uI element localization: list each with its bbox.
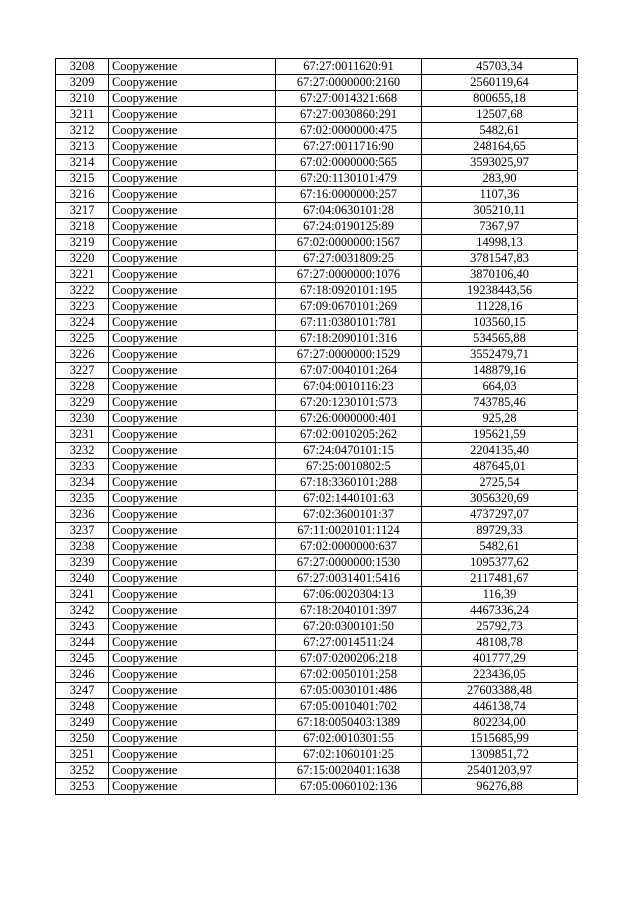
cadastral-number-cell: 67:07:0200206:218 bbox=[276, 651, 422, 667]
cadastral-value-cell: 248164,65 bbox=[422, 139, 578, 155]
object-type-cell: Сооружение bbox=[109, 315, 276, 331]
cadastral-value-cell: 1095377,62 bbox=[422, 555, 578, 571]
table-row bbox=[56, 507, 578, 523]
cadastral-value-cell: 446138,74 bbox=[422, 699, 578, 715]
cadastral-number-cell: 67:02:0000000:475 bbox=[276, 123, 422, 139]
cadastral-number-cell: 67:18:0050403:1389 bbox=[276, 715, 422, 731]
cadastral-value-cell: 25792,73 bbox=[422, 619, 578, 635]
object-type-cell: Сооружение bbox=[109, 251, 276, 267]
cadastral-value-cell: 2117481,67 bbox=[422, 571, 578, 587]
row-number-cell: 3242 bbox=[56, 603, 109, 619]
object-type-cell: Сооружение bbox=[109, 123, 276, 139]
row-number-cell: 3208 bbox=[56, 59, 109, 75]
table-row bbox=[56, 395, 578, 411]
row-number-cell: 3253 bbox=[56, 779, 109, 795]
cadastral-number-cell: 67:25:0010802:5 bbox=[276, 459, 422, 475]
cadastral-number-cell: 67:05:0060102:136 bbox=[276, 779, 422, 795]
object-type-cell: Сооружение bbox=[109, 491, 276, 507]
cadastral-number-cell: 67:27:0000000:2160 bbox=[276, 75, 422, 91]
cadastral-value-cell: 4467336,24 bbox=[422, 603, 578, 619]
table-row bbox=[56, 523, 578, 539]
cadastral-number-cell: 67:27:0000000:1530 bbox=[276, 555, 422, 571]
row-number-cell: 3210 bbox=[56, 91, 109, 107]
cadastral-number-cell: 67:02:0050101:258 bbox=[276, 667, 422, 683]
cadastral-number-cell: 67:18:3360101:288 bbox=[276, 475, 422, 491]
table-row bbox=[56, 299, 578, 315]
cadastral-value-cell: 25401203,97 bbox=[422, 763, 578, 779]
row-number-cell: 3248 bbox=[56, 699, 109, 715]
row-number-cell: 3239 bbox=[56, 555, 109, 571]
cadastral-value-cell: 2725,54 bbox=[422, 475, 578, 491]
cadastral-number-cell: 67:02:0010205:262 bbox=[276, 427, 422, 443]
object-type-cell: Сооружение bbox=[109, 667, 276, 683]
table-row bbox=[56, 491, 578, 507]
object-type-cell: Сооружение bbox=[109, 203, 276, 219]
row-number-cell: 3244 bbox=[56, 635, 109, 651]
cadastral-number-cell: 67:27:0014321:668 bbox=[276, 91, 422, 107]
cadastral-value-cell: 14998,13 bbox=[422, 235, 578, 251]
cadastral-number-cell: 67:27:0011620:91 bbox=[276, 59, 422, 75]
cadastral-value-cell: 48108,78 bbox=[422, 635, 578, 651]
table-row bbox=[56, 651, 578, 667]
table-row bbox=[56, 683, 578, 699]
table-row bbox=[56, 427, 578, 443]
table-row bbox=[56, 123, 578, 139]
row-number-cell: 3215 bbox=[56, 171, 109, 187]
table-row bbox=[56, 203, 578, 219]
cadastral-number-cell: 67:20:1130101:479 bbox=[276, 171, 422, 187]
cadastral-number-cell: 67:11:0020101:1124 bbox=[276, 523, 422, 539]
cadastral-number-cell: 67:18:0920101:195 bbox=[276, 283, 422, 299]
table-row bbox=[56, 155, 578, 171]
table-row bbox=[56, 571, 578, 587]
cadastral-number-cell: 67:09:0670101:269 bbox=[276, 299, 422, 315]
row-number-cell: 3243 bbox=[56, 619, 109, 635]
table-row bbox=[56, 587, 578, 603]
object-type-cell: Сооружение bbox=[109, 507, 276, 523]
object-type-cell: Сооружение bbox=[109, 603, 276, 619]
cadastral-value-cell: 534565,88 bbox=[422, 331, 578, 347]
table-row bbox=[56, 251, 578, 267]
object-type-cell: Сооружение bbox=[109, 139, 276, 155]
cadastral-number-cell: 67:06:0020304:13 bbox=[276, 587, 422, 603]
cadastral-number-cell: 67:02:3600101:37 bbox=[276, 507, 422, 523]
cadastral-value-cell: 89729,33 bbox=[422, 523, 578, 539]
table-row bbox=[56, 667, 578, 683]
object-type-cell: Сооружение bbox=[109, 587, 276, 603]
cadastral-value-cell: 148879,16 bbox=[422, 363, 578, 379]
cadastral-value-cell: 305210,11 bbox=[422, 203, 578, 219]
cadastral-value-cell: 19238443,56 bbox=[422, 283, 578, 299]
row-number-cell: 3237 bbox=[56, 523, 109, 539]
row-number-cell: 3225 bbox=[56, 331, 109, 347]
table-row bbox=[56, 219, 578, 235]
object-type-cell: Сооружение bbox=[109, 283, 276, 299]
cadastral-number-cell: 67:02:1440101:63 bbox=[276, 491, 422, 507]
table-row bbox=[56, 59, 578, 75]
cadastral-value-cell: 3552479,71 bbox=[422, 347, 578, 363]
row-number-cell: 3234 bbox=[56, 475, 109, 491]
table-row bbox=[56, 443, 578, 459]
table-row bbox=[56, 187, 578, 203]
cadastral-number-cell: 67:04:0010116:23 bbox=[276, 379, 422, 395]
object-type-cell: Сооружение bbox=[109, 523, 276, 539]
row-number-cell: 3249 bbox=[56, 715, 109, 731]
cadastral-number-cell: 67:24:0190125:89 bbox=[276, 219, 422, 235]
cadastral-value-cell: 3870106,40 bbox=[422, 267, 578, 283]
object-type-cell: Сооружение bbox=[109, 619, 276, 635]
row-number-cell: 3233 bbox=[56, 459, 109, 475]
object-type-cell: Сооружение bbox=[109, 747, 276, 763]
cadastral-number-cell: 67:02:1060101:25 bbox=[276, 747, 422, 763]
cadastral-value-cell: 4737297,07 bbox=[422, 507, 578, 523]
row-number-cell: 3217 bbox=[56, 203, 109, 219]
object-type-cell: Сооружение bbox=[109, 411, 276, 427]
object-type-cell: Сооружение bbox=[109, 779, 276, 795]
object-type-cell: Сооружение bbox=[109, 443, 276, 459]
object-type-cell: Сооружение bbox=[109, 651, 276, 667]
row-number-cell: 3245 bbox=[56, 651, 109, 667]
cadastral-number-cell: 67:20:0300101:50 bbox=[276, 619, 422, 635]
table-row bbox=[56, 139, 578, 155]
table-row bbox=[56, 91, 578, 107]
row-number-cell: 3223 bbox=[56, 299, 109, 315]
cadastral-value-cell: 3593025,97 bbox=[422, 155, 578, 171]
cadastral-number-cell: 67:02:0000000:637 bbox=[276, 539, 422, 555]
object-type-cell: Сооружение bbox=[109, 715, 276, 731]
object-type-cell: Сооружение bbox=[109, 539, 276, 555]
cadastral-value-cell: 1515685,99 bbox=[422, 731, 578, 747]
table-body bbox=[56, 59, 578, 795]
row-number-cell: 3247 bbox=[56, 683, 109, 699]
row-number-cell: 3252 bbox=[56, 763, 109, 779]
object-type-cell: Сооружение bbox=[109, 347, 276, 363]
object-type-cell: Сооружение bbox=[109, 363, 276, 379]
row-number-cell: 3250 bbox=[56, 731, 109, 747]
object-type-cell: Сооружение bbox=[109, 171, 276, 187]
cadastral-value-cell: 195621,59 bbox=[422, 427, 578, 443]
object-type-cell: Сооружение bbox=[109, 331, 276, 347]
object-type-cell: Сооружение bbox=[109, 267, 276, 283]
cadastral-value-cell: 800655,18 bbox=[422, 91, 578, 107]
cadastral-value-cell: 1107,36 bbox=[422, 187, 578, 203]
row-number-cell: 3219 bbox=[56, 235, 109, 251]
row-number-cell: 3231 bbox=[56, 427, 109, 443]
cadastral-number-cell: 67:27:0011716:90 bbox=[276, 139, 422, 155]
cadastral-number-cell: 67:27:0014511:24 bbox=[276, 635, 422, 651]
cadastral-value-cell: 283,90 bbox=[422, 171, 578, 187]
cadastral-number-cell: 67:05:0010401:702 bbox=[276, 699, 422, 715]
object-type-cell: Сооружение bbox=[109, 379, 276, 395]
object-type-cell: Сооружение bbox=[109, 635, 276, 651]
row-number-cell: 3230 bbox=[56, 411, 109, 427]
cadastral-value-cell: 96276,88 bbox=[422, 779, 578, 795]
cadastral-value-cell: 7367,97 bbox=[422, 219, 578, 235]
row-number-cell: 3213 bbox=[56, 139, 109, 155]
table-row bbox=[56, 363, 578, 379]
object-type-cell: Сооружение bbox=[109, 59, 276, 75]
cadastral-value-cell: 487645,01 bbox=[422, 459, 578, 475]
cadastral-number-cell: 67:27:0030860:291 bbox=[276, 107, 422, 123]
cadastral-number-cell: 67:20:1230101:573 bbox=[276, 395, 422, 411]
table-row bbox=[56, 731, 578, 747]
object-type-cell: Сооружение bbox=[109, 155, 276, 171]
table-row bbox=[56, 747, 578, 763]
cadastral-value-cell: 664,03 bbox=[422, 379, 578, 395]
object-type-cell: Сооружение bbox=[109, 763, 276, 779]
cadastral-value-cell: 223436,05 bbox=[422, 667, 578, 683]
row-number-cell: 3218 bbox=[56, 219, 109, 235]
cadastral-number-cell: 67:02:0000000:1567 bbox=[276, 235, 422, 251]
object-type-cell: Сооружение bbox=[109, 299, 276, 315]
table-row bbox=[56, 619, 578, 635]
row-number-cell: 3238 bbox=[56, 539, 109, 555]
cadastral-value-cell: 401777,29 bbox=[422, 651, 578, 667]
row-number-cell: 3235 bbox=[56, 491, 109, 507]
cadastral-number-cell: 67:18:2040101:397 bbox=[276, 603, 422, 619]
table-row bbox=[56, 555, 578, 571]
object-type-cell: Сооружение bbox=[109, 699, 276, 715]
cadastral-number-cell: 67:02:0010301:55 bbox=[276, 731, 422, 747]
object-type-cell: Сооружение bbox=[109, 235, 276, 251]
row-number-cell: 3236 bbox=[56, 507, 109, 523]
row-number-cell: 3224 bbox=[56, 315, 109, 331]
cadastral-value-cell: 802234,00 bbox=[422, 715, 578, 731]
cadastral-value-table bbox=[55, 58, 578, 795]
cadastral-value-cell: 2560119,64 bbox=[422, 75, 578, 91]
row-number-cell: 3251 bbox=[56, 747, 109, 763]
table-row bbox=[56, 267, 578, 283]
row-number-cell: 3222 bbox=[56, 283, 109, 299]
table-row bbox=[56, 331, 578, 347]
table-row bbox=[56, 107, 578, 123]
cadastral-value-cell: 12507,68 bbox=[422, 107, 578, 123]
cadastral-value-cell: 45703,34 bbox=[422, 59, 578, 75]
row-number-cell: 3221 bbox=[56, 267, 109, 283]
object-type-cell: Сооружение bbox=[109, 555, 276, 571]
object-type-cell: Сооружение bbox=[109, 395, 276, 411]
object-type-cell: Сооружение bbox=[109, 427, 276, 443]
cadastral-number-cell: 67:04:0630101:28 bbox=[276, 203, 422, 219]
row-number-cell: 3241 bbox=[56, 587, 109, 603]
table-row bbox=[56, 475, 578, 491]
row-number-cell: 3227 bbox=[56, 363, 109, 379]
cadastral-number-cell: 67:15:0020401:1638 bbox=[276, 763, 422, 779]
cadastral-number-cell: 67:27:0031401:5416 bbox=[276, 571, 422, 587]
table-row bbox=[56, 603, 578, 619]
row-number-cell: 3228 bbox=[56, 379, 109, 395]
object-type-cell: Сооружение bbox=[109, 731, 276, 747]
row-number-cell: 3232 bbox=[56, 443, 109, 459]
row-number-cell: 3212 bbox=[56, 123, 109, 139]
cadastral-number-cell: 67:05:0030101:486 bbox=[276, 683, 422, 699]
cadastral-number-cell: 67:18:2090101:316 bbox=[276, 331, 422, 347]
cadastral-value-cell: 27603388,48 bbox=[422, 683, 578, 699]
table-row bbox=[56, 171, 578, 187]
object-type-cell: Сооружение bbox=[109, 683, 276, 699]
row-number-cell: 3214 bbox=[56, 155, 109, 171]
cadastral-value-cell: 5482,61 bbox=[422, 539, 578, 555]
object-type-cell: Сооружение bbox=[109, 187, 276, 203]
row-number-cell: 3229 bbox=[56, 395, 109, 411]
row-number-cell: 3216 bbox=[56, 187, 109, 203]
cadastral-number-cell: 67:02:0000000:565 bbox=[276, 155, 422, 171]
cadastral-value-cell: 116,39 bbox=[422, 587, 578, 603]
object-type-cell: Сооружение bbox=[109, 107, 276, 123]
cadastral-number-cell: 67:11:0380101:781 bbox=[276, 315, 422, 331]
table-row bbox=[56, 283, 578, 299]
table-row bbox=[56, 347, 578, 363]
row-number-cell: 3226 bbox=[56, 347, 109, 363]
cadastral-number-cell: 67:27:0031809:25 bbox=[276, 251, 422, 267]
table-row bbox=[56, 235, 578, 251]
object-type-cell: Сооружение bbox=[109, 459, 276, 475]
cadastral-value-cell: 925,28 bbox=[422, 411, 578, 427]
row-number-cell: 3209 bbox=[56, 75, 109, 91]
cadastral-value-cell: 3781547,83 bbox=[422, 251, 578, 267]
table-row bbox=[56, 539, 578, 555]
cadastral-value-cell: 11228,16 bbox=[422, 299, 578, 315]
row-number-cell: 3220 bbox=[56, 251, 109, 267]
object-type-cell: Сооружение bbox=[109, 571, 276, 587]
table-row bbox=[56, 715, 578, 731]
cadastral-number-cell: 67:24:0470101:15 bbox=[276, 443, 422, 459]
cadastral-number-cell: 67:16:0000000:257 bbox=[276, 187, 422, 203]
table-row bbox=[56, 315, 578, 331]
cadastral-number-cell: 67:07:0040101:264 bbox=[276, 363, 422, 379]
cadastral-number-cell: 67:27:0000000:1529 bbox=[276, 347, 422, 363]
row-number-cell: 3240 bbox=[56, 571, 109, 587]
table-row bbox=[56, 779, 578, 795]
cadastral-value-cell: 743785,46 bbox=[422, 395, 578, 411]
object-type-cell: Сооружение bbox=[109, 475, 276, 491]
table-row bbox=[56, 459, 578, 475]
object-type-cell: Сооружение bbox=[109, 75, 276, 91]
cadastral-number-cell: 67:26:0000000:401 bbox=[276, 411, 422, 427]
cadastral-value-cell: 103560,15 bbox=[422, 315, 578, 331]
object-type-cell: Сооружение bbox=[109, 219, 276, 235]
table-row bbox=[56, 763, 578, 779]
cadastral-number-cell: 67:27:0000000:1076 bbox=[276, 267, 422, 283]
table-row bbox=[56, 635, 578, 651]
row-number-cell: 3211 bbox=[56, 107, 109, 123]
cadastral-value-cell: 3056320,69 bbox=[422, 491, 578, 507]
cadastral-value-cell: 2204135,40 bbox=[422, 443, 578, 459]
object-type-cell: Сооружение bbox=[109, 91, 276, 107]
cadastral-value-cell: 5482,61 bbox=[422, 123, 578, 139]
cadastral-value-cell: 1309851,72 bbox=[422, 747, 578, 763]
table-row bbox=[56, 411, 578, 427]
table-row bbox=[56, 75, 578, 91]
table-row bbox=[56, 379, 578, 395]
row-number-cell: 3246 bbox=[56, 667, 109, 683]
table-row bbox=[56, 699, 578, 715]
